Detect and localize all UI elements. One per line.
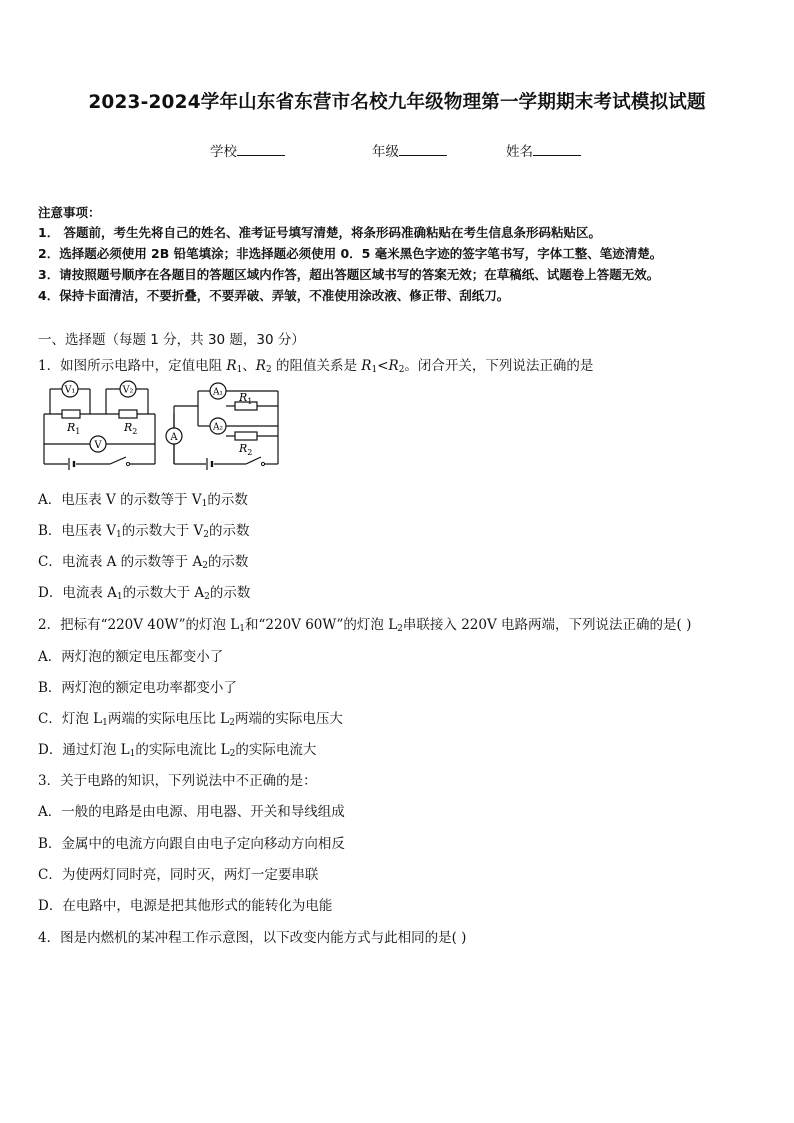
question-3-stem: 3．关于电路的知识，下列说法中不正确的是：: [38, 773, 317, 789]
label-r1: $R_1$: [67, 421, 81, 436]
notice-item: 2．选择题必须使用 2B 铅笔填涂；非选择题必须使用 0．5 毫米黑色字迹的签字笔书写，字体工整、笔迹清楚。: [38, 246, 663, 261]
label-a2: A₂: [212, 422, 224, 433]
label-v: V: [94, 440, 102, 451]
label-a: A: [170, 432, 178, 443]
label-v1: V₁: [64, 384, 76, 396]
notice-item: 4．保持卡面清洁，不要折叠，不要弄破、弄皱，不准使用涂改液、修正带、刮纸刀。: [38, 288, 510, 303]
page-title: 2023-2024学年山东省东营市名校九年级物理第一学期期末考试模拟试题: [88, 92, 706, 113]
label-r2: $R_2$: [124, 421, 138, 436]
label-r2-right: $R_2$: [239, 442, 253, 457]
question-2-stem: 2．把标有“220V 40W”的灯泡 $L_1$和“220V 60W”的灯泡 $L_2$串联接入 220V 电路两端，下列说法正确的是( ): [38, 617, 692, 634]
q2-option-b[interactable]: B．两灯泡的额定电功率都变小了: [38, 680, 237, 696]
q1-option-c[interactable]: C．电流表 A 的示数等于 $A_2$的示数: [38, 554, 249, 571]
q1-option-b[interactable]: B．电压表 $V_1$的示数大于 $V_2$的示数: [38, 523, 250, 540]
q2-option-a[interactable]: A．两灯泡的额定电压都变小了: [38, 649, 224, 665]
q3-option-d[interactable]: D．在电路中，电源是把其他形式的能转化为电能: [38, 898, 333, 914]
q2-option-d[interactable]: D．通过灯泡 $L_1$的实际电流比 $L_2$的实际电流大: [38, 742, 317, 759]
notice-item: 3．请按照题号顺序在各题目的答题区域内作答，超出答题区域书写的答案无效；在草稿纸、试题卷上答题无效。: [38, 267, 660, 282]
section-heading: 一、选择题（每题 1 分，共 30 题，30 分）: [38, 332, 305, 348]
label-v2: V₂: [122, 384, 134, 396]
q3-option-a[interactable]: A．一般的电路是由电源、用电器、开关和导线组成: [38, 804, 345, 820]
q3-option-b[interactable]: B．金属中的电流方向跟自由电子定向移动方向相反: [38, 836, 345, 852]
school-blank[interactable]: [237, 143, 285, 156]
q2-option-c[interactable]: C．灯泡 $L_1$两端的实际电压比 $L_2$两端的实际电压大: [38, 711, 343, 728]
q1-option-a[interactable]: A．电压表 V 的示数等于 $V_1$的示数: [38, 492, 248, 509]
school-field: [210, 140, 285, 160]
grade-blank[interactable]: [399, 143, 447, 156]
circuit-diagram: [38, 376, 288, 472]
q3-option-c[interactable]: C．为使两灯同时亮，同时灭，两灯一定要串联: [38, 867, 319, 883]
notice-item: 1． 答题前，考生先将自己的姓名、准考证号填写清楚，将条形码准确粘贴在考生信息条形码粘贴区。: [38, 225, 602, 240]
label-r1-right: $R_1$: [239, 391, 253, 406]
q1-option-d[interactable]: D．电流表 $A_1$的示数大于 $A_2$的示数: [38, 585, 251, 602]
school-label: 学校: [210, 144, 237, 160]
question-1-stem: 1．如图所示电路中，定值电阻 $R_1$、$R_2$ 的阻值关系是 $R_1<R_2$。闭合开关，下列说法正确的是: [38, 358, 594, 375]
grade-field: [372, 140, 447, 160]
name-field: [506, 140, 581, 160]
question-4-stem: 4．图是内燃机的某冲程工作示意图，以下改变内能方式与此相同的是( ): [38, 930, 467, 946]
label-a1: A₁: [212, 387, 224, 398]
name-label: 姓名: [506, 144, 533, 160]
name-blank[interactable]: [533, 143, 581, 156]
grade-label: 年级: [372, 144, 399, 160]
notice-heading: 注意事项：: [38, 205, 101, 220]
